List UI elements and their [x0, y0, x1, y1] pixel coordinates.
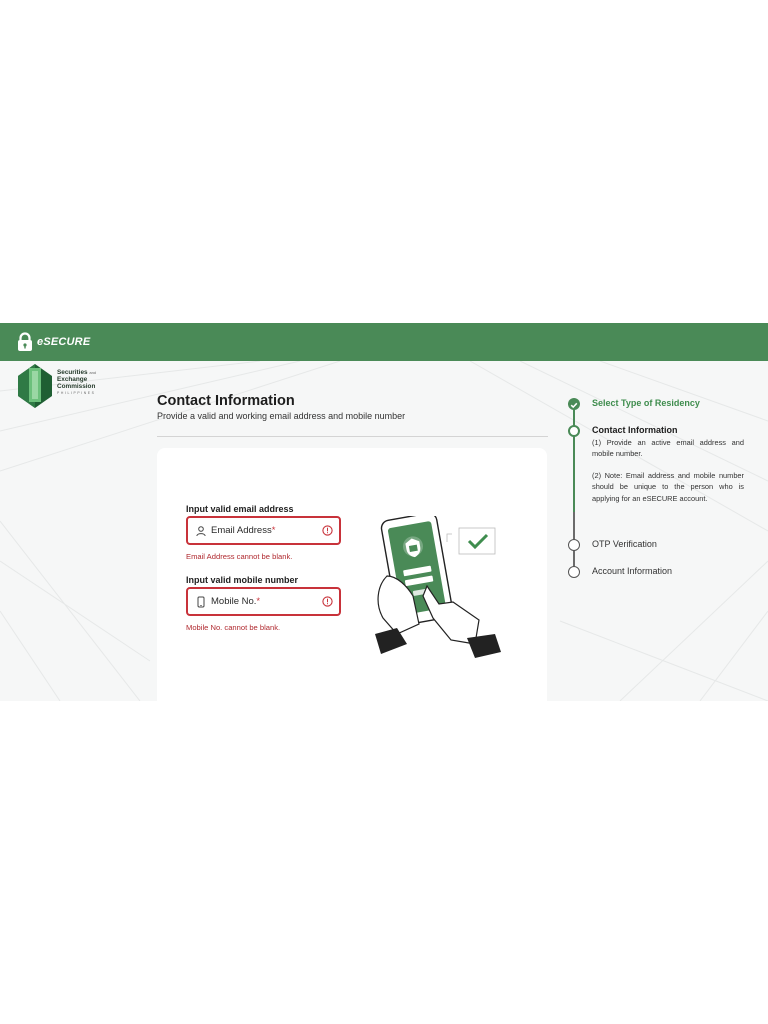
phone-login-illustration	[367, 516, 517, 666]
sec-name: Securities and Exchange Commission PHILIPPINES	[57, 369, 97, 395]
step-pending-marker	[568, 566, 580, 578]
mobile-field[interactable]	[186, 587, 341, 616]
email-error-message: Email Address cannot be blank.	[186, 552, 293, 561]
app-screen	[0, 323, 768, 701]
step-select-residency[interactable]: Select Type of Residency	[592, 398, 700, 408]
email-field-label: Input valid email address	[186, 504, 294, 514]
step-account-information: Account Information	[592, 566, 673, 576]
brand[interactable]	[16, 332, 90, 352]
mobile-placeholder: Mobile No.*	[211, 596, 261, 607]
form-card	[157, 448, 547, 701]
step-active-marker	[568, 425, 580, 437]
step-pending-marker	[568, 539, 580, 551]
alert-circle-icon	[322, 596, 333, 607]
sec-emblem-icon	[16, 362, 54, 410]
top-bar	[0, 323, 768, 361]
title-divider	[157, 436, 548, 437]
alert-circle-icon	[322, 525, 333, 536]
check-circle-icon	[568, 398, 580, 410]
phone-icon	[195, 596, 207, 608]
step-note-1: (1) Provide an active email address and mobile number.	[592, 438, 744, 459]
email-field[interactable]	[186, 516, 341, 545]
page-title: Contact Information	[157, 393, 295, 409]
page-subtitle: Provide a valid and working email address and mobile number	[157, 411, 406, 421]
step-contact-information: Contact Information	[592, 425, 678, 435]
email-placeholder: Email Address*	[211, 525, 276, 536]
user-icon	[195, 525, 207, 537]
brand-name: eSECURE	[37, 336, 91, 348]
mobile-error-message: Mobile No. cannot be blank.	[186, 623, 281, 632]
registration-stepper	[562, 397, 752, 597]
sec-logo	[16, 362, 96, 410]
lock-icon	[16, 332, 34, 352]
mobile-field-label: Input valid mobile number	[186, 575, 299, 585]
step-otp-verification: OTP Verification	[592, 539, 657, 549]
step-note-2: (2) Note: Email address and mobile number should be unique to the person who is applying for an eSECURE account.	[592, 471, 744, 503]
